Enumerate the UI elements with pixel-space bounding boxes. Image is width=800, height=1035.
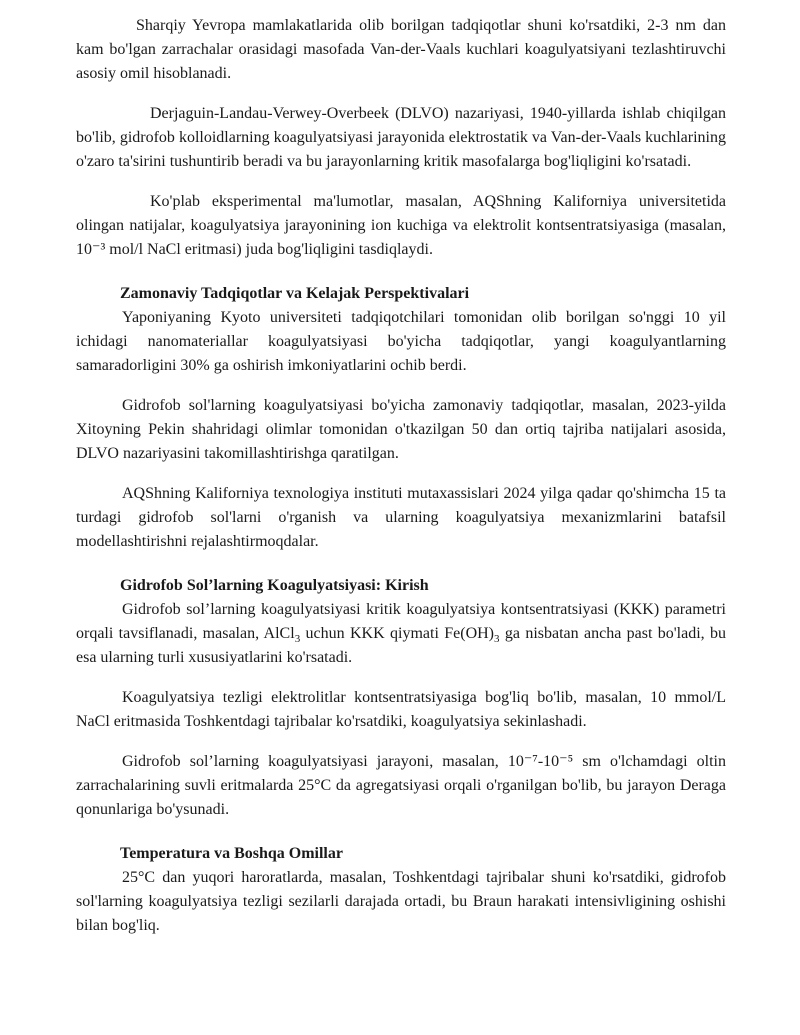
paragraph-kyoto-research: Yaponiyaning Kyoto universiteti tadqiqotchilari tomonidan olib borilgan so'nggi 10 yil ichidagi nanomateriallar koagulyatsiyasi bo'yicha tadqiqotlar, yangi koagulyantlarning samaradorligini 30% ga oshirish imkoniyatlarini ochib berdi. xyxy=(76,309,726,374)
kkk-text-part-2: uchun KKK qiymati Fe(OH) xyxy=(300,625,495,642)
paragraph-coagulation-rate: Koagulyatsiya tezligi elektrolitlar kontsentratsiyasiga bog'liq bo'lib, masalan, 10 mmol/L NaCl eritmasida Toshkentdagi tajribalar ko'rsatdiki, koagulyatsiya sekinlashadi. xyxy=(76,689,726,730)
section-heading-temperature: Temperatura va Boshqa Omillar xyxy=(120,845,343,862)
paragraph-van-der-waals: Sharqiy Yevropa mamlakatlarida olib borilgan tadqiqotlar shuni ko'rsatdiki, 2-3 nm dan kam bo'lgan zarrachalar orasidagi masofada Van-der-Vaals kuchlari koagulyatsiyani tezlashtiruvchi asosiy omil hisoblanadi. xyxy=(76,17,726,82)
kkk-text-part-1: Gidrofob sol’larning koagulyatsiyasi kritik koagulyatsiya kontsentratsiyasi (KKK) parametri orqali tavsiflanadi, masalan, AlCl xyxy=(76,601,726,642)
paragraph-dlvo-theory: Derjaguin-Landau-Verwey-Overbeek (DLVO) nazariyasi, 1940-yillarda ishlab chiqilgan bo'lib, gidrofob kolloidlarning koagulyatsiyasi jarayonida elektrostatik va Van-der-Vaals kuchlarining o'zaro ta'sirini tushuntirib beradi va bu jarayonlarning kritik masofalarga bog'liqligini ko'rsatadi. xyxy=(76,105,726,170)
paragraph-beijing-research: Gidrofob sol'larning koagulyatsiyasi bo'yicha zamonaviy tadqiqotlar, masalan, 2023-yilda Xitoyning Pekin shahridagi olimlar tomonidan o'tkazilgan 50 dan ortiq tajriba natijalari asosida, DLVO nazariyasini takomillashtirishga qaratilgan. xyxy=(76,397,726,462)
alcl3-subscript: 3 xyxy=(294,633,301,646)
section-heading-introduction: Gidrofob Sol’larning Koagulyatsiyasi: Kirish xyxy=(120,577,429,594)
kkk-text-part-3: ga nisbatan ancha past bo'ladi, bu esa ularning turli xususiyatlarini ko'rsatadi. xyxy=(76,625,727,666)
paragraph-gold-particles: Gidrofob sol’larning koagulyatsiyasi jarayoni, masalan, 10⁻⁷-10⁻⁵ sm o'lchamdagi oltin zarrachalarining suvli eritmalarda 25°C da agregatsiyasi orqali o'rganilgan bo'lib, bu jarayon Deraga qonunlariga bo'ysunadi. xyxy=(76,753,726,818)
paragraph-temperature-effect: 25°C dan yuqori haroratlarda, masalan, Toshkentdagi tajribalar shuni ko'rsatdiki, gidrofob sol'larning koagulyatsiya tezligi sezilarli darajada ortadi, bu Braun harakati intensivligining oshishi bilan bog'liq. xyxy=(76,869,726,934)
paragraph-kkk-parameter xyxy=(76,598,726,670)
feoh3-subscript: 3 xyxy=(494,633,500,646)
paragraph-caltech-plans: AQShning Kaliforniya texnologiya instituti mutaxassislari 2024 yilga qadar qo'shimcha 15 ta turdagi gidrofob sol'larni o'rganish va ularning koagulyatsiya mexanizmlarini batafsil modellashtirishni rejalashtirmoqdalar. xyxy=(76,485,726,550)
section-heading-modern-research: Zamonaviy Tadqiqotlar va Kelajak Perspektivalari xyxy=(120,285,470,302)
document-page xyxy=(76,14,726,938)
paragraph-experimental-data: Ko'plab eksperimental ma'lumotlar, masalan, AQShning Kaliforniya universitetida olingan natijalar, koagulyatsiya jarayonining ion kuchiga va elektrolit kontsentratsiyasiga (masalan, 10⁻³ mol/l NaCl eritmasi) juda bog'liqligini tasdiqlaydi. xyxy=(76,193,726,258)
